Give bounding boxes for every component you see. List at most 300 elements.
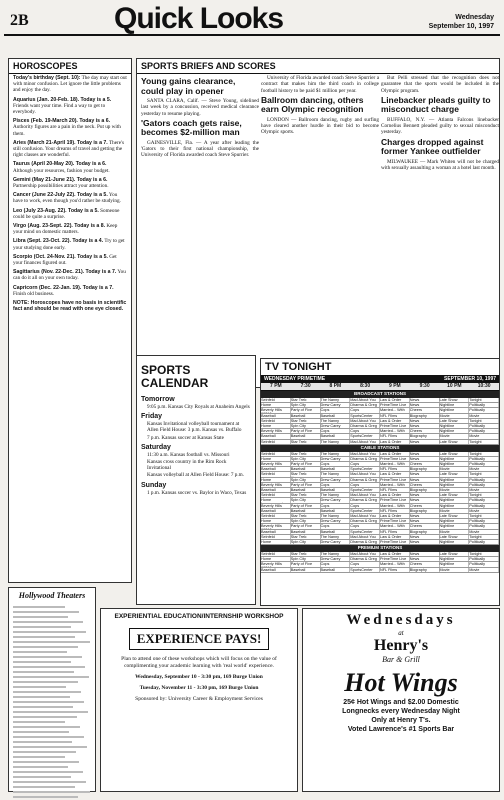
tv-cell: Late Show [440,472,470,476]
tv-cell: Home [261,457,291,461]
showtime-line [13,771,83,773]
showtime-line [13,651,67,653]
tv-cell: Biography [410,467,440,471]
horoscope-item: Cancer (June 22-July 22). Today is a 5. You have to work, even though you'd rather be studying. [13,192,121,205]
showtime-line [13,766,68,768]
tv-cell: Mad About You [350,452,380,456]
tv-cell: Late Show [440,398,470,402]
tv-bar-left: WEDNESDAY PRIMETIME [264,376,326,382]
tv-cell: Mad About You [350,514,380,518]
showtime-line [13,636,75,638]
tv-cell: Movie [469,568,499,572]
tv-cell: Cops [350,562,380,566]
showtime-line [13,761,79,763]
tv-cell: Politically [469,403,499,407]
tv-cell: PrimeTime Live [380,557,410,561]
tv-cell: NFL Films [380,467,410,471]
calendar-list [137,394,255,497]
showtime-line [13,686,66,688]
workshop-ad [100,608,298,792]
tv-cell: Nightline [440,478,470,482]
tv-section-header: PREMIUM STATIONS [261,545,499,552]
tv-cell: PrimeTime Live [380,424,410,428]
tv-cell: Baseball [261,530,291,534]
showtime-line [13,711,88,713]
tv-cell: Dharma & Greg [350,519,380,523]
tv-cell: Home [261,519,291,523]
page-number: 2B [10,12,29,29]
tv-cell: Beverly Hills [261,504,291,508]
workshop-heading: EXPERIENTIAL EDUCATION/INTERNSHIP WORKSHOP [114,613,284,620]
ad-hot-wings: Hot Wings [344,668,458,697]
tv-cell: Nightline [440,483,470,487]
tv-cell: Tonight [469,552,499,556]
tv-cell: Biography [410,488,440,492]
tv-cell: News [410,493,440,497]
brief-column-2 [261,75,379,383]
showtime-line [13,796,78,798]
tv-cell: Married... With [380,562,410,566]
tv-cell: Married... With [380,483,410,487]
tv-cell: Nightline [440,424,470,428]
tv-cell: Drew Carey [321,478,351,482]
tv-cell: NFL Films [380,509,410,513]
showtime-line [13,731,69,733]
tv-cell: NFL Films [380,530,410,534]
tv-cell: Drew Carey [321,540,351,544]
tv-cell: Tonight [469,419,499,423]
tv-cell: Drew Carey [321,457,351,461]
showtime-line [13,606,65,608]
tv-cell: Baseball [321,568,351,572]
showtime-line [13,701,84,703]
calendar-day: Tomorrow [141,396,175,403]
showtimes-list [9,606,95,800]
tv-cell: Home [261,557,291,561]
showtime-line [13,626,71,628]
tv-cell: Beverly Hills [261,562,291,566]
tv-cell: News [410,478,440,482]
showtime-line [13,621,83,623]
tv-cell: Star Trek: [291,440,321,444]
showtime-line [13,756,65,758]
tv-cell: Movie [469,414,499,418]
showtime-line [13,776,71,778]
showtime-line [13,721,65,723]
tv-cell: Married... With [380,462,410,466]
horoscopes-title: HOROSCOPES [9,59,131,74]
tv-cell: Baseball [291,467,321,471]
tv-cell: Cops [350,462,380,466]
tv-cell: Beverly Hills [261,483,291,487]
horoscope-item: Scorpio (Oct. 24-Nov. 21). Today is a 5. Get your finances figured out. [13,253,117,267]
showtime-line [13,646,78,648]
tv-cell: News [410,557,440,561]
tv-cell: News [410,424,440,428]
brief-headline: Charges dropped against former Yankee outfielder [381,136,484,157]
tv-cell: Mad About You [350,472,380,476]
tv-cell: Beverly Hills [261,524,291,528]
tv-time-slot: 7:30 [300,383,311,389]
tv-cell: Cops [321,462,351,466]
tv-cell: Baseball [321,434,351,438]
tv-cell: Cops [321,504,351,508]
tv-cell: Politically [469,478,499,482]
tv-time-slot: 7 PM [270,383,282,389]
showtime-line [13,671,74,673]
tv-cell: Biography [410,414,440,418]
tv-listings-box [260,358,500,606]
tv-cell: Movie [440,414,470,418]
horoscope-item: Libra (Sept. 23-Oct. 22). Today is a 4. Try to get your studying done early. [13,238,125,251]
tv-cell: PrimeTime Live [380,498,410,502]
tv-cell: Seinfeld [261,440,291,444]
showtime-line [13,656,82,658]
tv-cell: Mad About You [350,552,380,556]
tv-cell: Late Show [440,552,470,556]
workshop-text: Plan to attend one of these workshops which will focus on the value of complimenting your academic learning with 'real world' experience. [121,656,277,669]
tv-cell: Drew Carey [321,498,351,502]
tv-cell: Politically [469,562,499,566]
henrys-ad [302,608,500,792]
tv-cell: Home [261,403,291,407]
brief-text: BUFFALO, N.Y. — Atlanta Falcons linebacker Cornelius Bennett pleaded guilty to sexual misconduct yesterday. [381,116,499,136]
tv-cell: Mad About You [350,493,380,497]
calendar-event: 9:05 p.m. Kansas City Royals at Anaheim Angels [147,404,250,410]
tv-cell: Seinfeld [261,398,291,402]
tv-cell: Star Trek: [291,535,321,539]
header-day: Wednesday [455,14,494,21]
tv-cell: Politically [469,540,499,544]
tv-cell: Party of Five [291,504,321,508]
tv-cell: Baseball [291,414,321,418]
calendar-day: Friday [141,413,163,421]
tv-cell: Cops [350,504,380,508]
brief-text: LONDON — Ballroom dancing, rugby and surfing have cleared another hurdle in their bid to become Olympic sports. [261,116,379,136]
showtime-line [13,716,77,718]
tv-cell: Nightline [440,557,470,561]
section-title: Quick Looks [114,2,284,35]
tv-cell: SportsCenter [350,467,380,471]
tv-cell: Movie [440,530,470,534]
tv-cell: News [410,519,440,523]
tv-cell: Law & Order [380,535,410,539]
tv-cell: News [410,398,440,402]
tv-cell: Cops [321,483,351,487]
tv-cell: Drew Carey [321,424,351,428]
tv-cell: Star Trek: [291,552,321,556]
tv-cell: The Nanny [321,419,351,423]
brief-headline: Young gains clearance, could play in opener [141,76,236,96]
tv-cell: News [410,540,440,544]
tv-cell: News [410,472,440,476]
ad-line-1: 25¢ Hot Wings and $2.00 Domestic [343,699,459,706]
tv-cell: Baseball [261,467,291,471]
calendar-event: Kansas volleyball at Allen Field House: 7 p.m. [147,472,244,479]
tv-cell: Mad About You [350,535,380,539]
tv-cell: Cheers [410,429,440,433]
tv-cell: Tonight [469,440,499,444]
tv-cell: News [410,452,440,456]
showtime-line [13,661,71,663]
tv-cell: News [410,440,440,444]
tv-cell: SportsCenter [350,530,380,534]
brief-text: MILWAUKEE — Mark Whiten will not be charged with sexually assaulting a woman at a hotel last month. [381,158,499,172]
horoscope-item: Leo (July 23-Aug. 22). Today is a 5. Someone could be quite a surprise. [13,207,120,220]
header-date: September 10, 1997 [428,23,494,30]
tv-cell: Tonight [469,493,499,497]
tv-cell: Party of Five [291,408,321,412]
tv-cell: Movie [469,488,499,492]
tv-cell: Late Show [440,493,470,497]
tv-cell: Movie [440,568,470,572]
tv-cell: Cops [350,429,380,433]
tv-cell: Politically [469,557,499,561]
tv-cell: Biography [410,434,440,438]
tv-cell: Cheers [410,524,440,528]
tv-cell: Baseball [321,488,351,492]
tv-cell: Tonight [469,452,499,456]
tv-time-slot: 8 PM [329,383,342,389]
showtime-line [13,781,86,783]
tv-cell: Seinfeld [261,514,291,518]
tv-cell: Beverly Hills [261,408,291,412]
tv-cell: Dharma & Greg [350,540,380,544]
tv-cell: Married... With [380,504,410,508]
tv-cell: Cops [321,429,351,433]
tv-cell: Politically [469,429,499,433]
tv-cell: Cops [321,562,351,566]
tv-cell: PrimeTime Live [380,519,410,523]
tv-cell: Law & Order [380,452,410,456]
tv-section-header: BROADCAST STATIONS [261,391,499,398]
tv-time-slot: 10:30 [477,383,491,389]
tv-cell: Seinfeld [261,493,291,497]
tv-cell: Cops [350,408,380,412]
tv-cell: Drew Carey [321,403,351,407]
tv-time-slot: 9:30 [419,383,430,389]
tv-cell: Movie [469,467,499,471]
tv-cell: Nightline [440,504,470,508]
tv-cell: Politically [469,408,499,412]
brief-text: But Pelli stressed that the recognition does not guarantee that the sports would be included in the Olympic program. [381,75,499,94]
tv-cell: Dharma & Greg [350,457,380,461]
tv-cell: Home [261,540,291,544]
horoscope-item: Gemini (May 21-June 21). Today is a 6. Partnership possibilities attract your attention. [13,176,109,190]
tv-cell: Cheers [410,504,440,508]
tv-cell: NFL Films [380,414,410,418]
tv-cell: Party of Five [291,429,321,433]
tv-cell: Late Show [440,514,470,518]
tv-cell: Star Trek: [291,493,321,497]
ad-day: Wednesdays [346,612,456,628]
tv-cell: Seinfeld [261,472,291,476]
tv-cell: Law & Order [380,552,410,556]
workshop-banner: EXPERIENCE PAYS! [129,628,269,650]
tv-cell: Beverly Hills [261,462,291,466]
showtime-line [13,791,90,793]
tv-cell: Mad About You [350,440,380,444]
page-header [4,2,500,36]
horoscope-item: Capricorn (Dec. 22-Jan. 19). Today is a 7. Finish old business. [13,284,114,297]
tv-cell: Nightline [440,457,470,461]
tv-section-header: CABLE STATIONS [261,445,499,452]
tv-cell: News [410,419,440,423]
showtime-line [13,726,80,728]
tv-time-slot: 8:30 [360,383,371,389]
tv-cell: Baseball [321,509,351,513]
tv-cell: Cops [350,483,380,487]
horoscopes-box [8,58,132,583]
tv-cell: Baseball [291,488,321,492]
calendar-event: Kansas cross country in the Rim Rock Invitational [147,459,227,472]
tv-cell: PrimeTime Live [380,457,410,461]
sports-calendar-box [136,355,256,605]
tv-grid [261,391,499,573]
tv-cell: News [410,457,440,461]
tv-cell: Drew Carey [321,519,351,523]
showtime-line [13,751,76,753]
tv-cell: The Nanny [321,514,351,518]
tv-cell: News [410,403,440,407]
tv-cell: Seinfeld [261,535,291,539]
showtime-line [13,681,78,683]
horoscope-item: Today's birthday (Sept. 10): The day may start out with minor confusion. Let ignore the little problems and enjoy the day. [13,75,127,94]
tv-cell: Politically [469,524,499,528]
tv-cell: Home [261,498,291,502]
tv-bar-right: SEPTEMBER 10, 1997 [444,376,496,382]
tv-cell: Baseball [321,530,351,534]
brief-column-3 [381,75,499,383]
tv-cell: Home [261,478,291,482]
tv-cell: Seinfeld [261,419,291,423]
tv-cell: PrimeTime Live [380,540,410,544]
tv-header-bar [261,375,499,383]
tv-cell: Movie [469,509,499,513]
tv-cell: Star Trek: [291,398,321,402]
showtime-line [13,616,68,618]
tv-cell: NFL Films [380,434,410,438]
workshop-date-2: Tuesday, November 11 - 3:30 pm, 169 Burge Union [139,685,259,691]
showtime-line [13,691,81,693]
tv-cell: The Nanny [321,440,351,444]
tv-cell: Biography [410,509,440,513]
horoscope-item: Pisces (Feb. 19-March 20). Today is a 6. Authority figures are a pain in the neck. Put up with them. [13,118,121,137]
tv-cell: Politically [469,504,499,508]
tv-title: TV TONIGHT [265,361,332,373]
tv-cell: Spin City [291,557,321,561]
brief-text: SANTA CLARA, Calif. — Steve Young, sidelined last week by a concussion, received medical clearance yesterday to resume playing. [141,98,259,117]
tv-cell: Baseball [291,509,321,513]
showtime-line [13,736,84,738]
tv-cell: Cheers [410,408,440,412]
tv-cell: Late Show [440,452,470,456]
tv-cell: Married... With [380,524,410,528]
horoscope-list [9,74,131,299]
tv-cell: NFL Films [380,568,410,572]
tv-cell: Baseball [261,488,291,492]
tv-cell: Politically [469,457,499,461]
tv-cell: Beverly Hills [261,429,291,433]
ad-line-3: Only at Henry T's. [371,717,431,724]
tv-cell: News [410,552,440,556]
ad-line-2: Longnecks every Wednesday Night [342,708,460,715]
tv-cell: Baseball [291,530,321,534]
tv-cell: Nightline [440,408,470,412]
horoscope-item: Taurus (April 20-May 20). Today is a 6. Although your resources, fashion your budget. [13,161,110,174]
tv-cell: Movie [440,509,470,513]
hollywood-title: Hollywood Theaters [18,591,86,600]
tv-cell: Cops [350,524,380,528]
tv-cell: Nightline [440,540,470,544]
tv-cell: SportsCenter [350,414,380,418]
showtime-line [13,611,79,613]
sports-briefs-box [136,58,500,388]
calendar-day: Sunday [141,481,167,489]
tv-cell: Dharma & Greg [350,424,380,428]
tv-cell: PrimeTime Live [380,478,410,482]
tv-cell: Baseball [261,434,291,438]
tv-time-slot: 10 PM [447,383,462,389]
tv-cell: Baseball [261,414,291,418]
tv-cell: SportsCenter [350,488,380,492]
tv-cell: Cops [321,524,351,528]
brief-headline: Linebacker pleads guilty to misconduct charge [381,94,491,115]
showtime-line [13,746,87,748]
horoscope-item: Virgo (Aug. 23-Sept. 22). Today is a 8. Keep your mind on domestic matters. [13,223,118,236]
tv-cell: Baseball [291,434,321,438]
tv-cell: Baseball [321,467,351,471]
brief-text: University of Florida awarded coach Steve Spurrier a contract that makes him the third coach in college football history to be paid $1 million per year. [261,75,379,94]
tv-cell: Home [261,424,291,428]
tv-cell: Law & Order [380,398,410,402]
tv-cell: Late Show [440,419,470,423]
calendar-event: 11:30 a.m. Kansas football vs. Missouri [147,451,230,458]
tv-cell: Movie [440,488,470,492]
tv-cell: Movie [469,434,499,438]
tv-cell: Spin City [291,424,321,428]
brief-text: GAINESVILLE, Fla. — A year after leading the 'Gators to their first national championship, the University of Florida awarded coach Steve Spurrier. [141,139,259,159]
tv-cell: Tonight [469,398,499,402]
tv-cell: News [410,535,440,539]
tv-cell: Dharma & Greg [350,498,380,502]
tv-cell: Baseball [321,414,351,418]
showtime-line [13,696,70,698]
calendar-title: SPORTS CALENDAR [141,363,209,390]
tv-cell: Seinfeld [261,552,291,556]
tv-cell: Spin City [291,540,321,544]
ad-line-4: Voted Lawrence's #1 Sports Bar [347,726,455,733]
tv-cell: Star Trek: [291,514,321,518]
tv-cell: Tonight [469,535,499,539]
tv-cell: The Nanny [321,472,351,476]
tv-time-row [261,383,499,391]
tv-cell: Cheers [410,483,440,487]
tv-cell: Party of Five [291,483,321,487]
tv-cell: Politically [469,462,499,466]
tv-cell: Drew Carey [321,557,351,561]
ad-bar-grill: Bar & Grill [382,655,420,664]
tv-cell: Law & Order [380,440,410,444]
tv-cell: Politically [469,519,499,523]
tv-row [261,568,499,573]
calendar-event: 1 p.m. Kansas soccer vs. Baylor in Waco, Texas [147,489,247,496]
tv-cell: The Nanny [321,535,351,539]
tv-cell: Cheers [410,562,440,566]
tv-cell: Dharma & Greg [350,403,380,407]
showtime-line [13,676,89,678]
tv-cell: The Nanny [321,452,351,456]
